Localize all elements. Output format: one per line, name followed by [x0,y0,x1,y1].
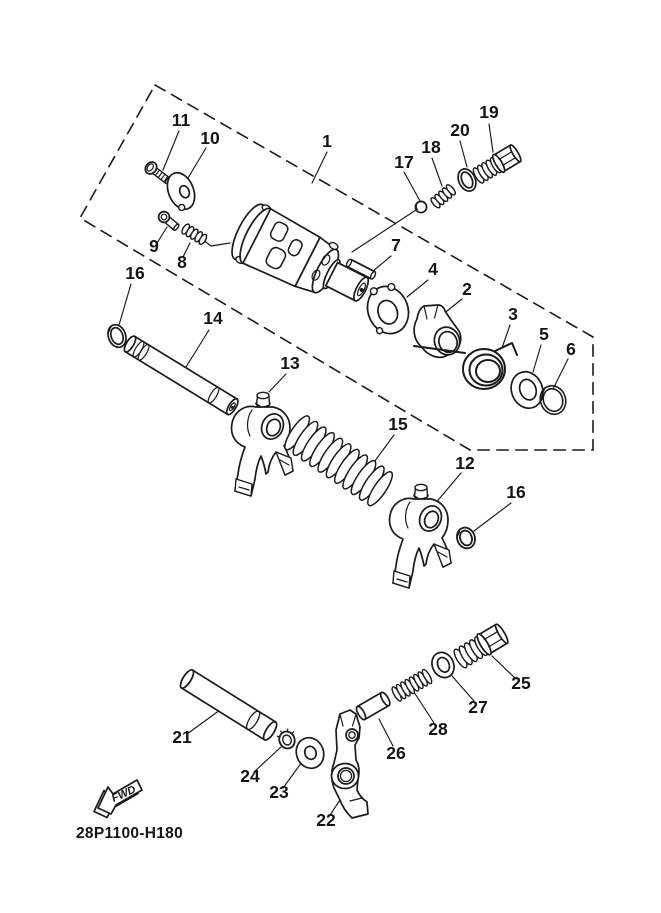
fwd-label: FWD [109,783,138,805]
callout-16-lower: 16 [506,482,526,502]
leader-16-lower [474,503,511,531]
callout-28: 28 [428,719,448,739]
shift-rod-21 [178,668,279,742]
shift-fork-13 [232,392,293,496]
leader-28 [412,689,434,723]
callout-26: 26 [386,743,406,763]
callout-24: 24 [240,766,260,786]
callout-13: 13 [280,353,300,373]
callout-25: 25 [511,673,531,693]
leader-5 [533,345,541,372]
callout-16-upper: 16 [125,263,145,283]
leader-17 [404,172,420,201]
leader-20 [460,141,467,167]
callout-7: 7 [391,235,401,255]
detent-axis-line [352,210,416,252]
callout-27: 27 [468,697,488,717]
callout-9: 9 [149,236,159,256]
plate-washer-10 [162,169,199,214]
shift-fork-12 [390,484,451,588]
callout-22: 22 [316,810,336,830]
leader-16-upper [119,284,131,325]
detent-ball-17 [415,201,426,212]
leader-21 [187,710,220,734]
circlip-16-lower [454,525,478,551]
spring-18 [429,183,456,209]
callout-4: 4 [428,259,438,279]
leader-4 [407,280,428,297]
callout-23: 23 [269,782,289,802]
callout-18: 18 [421,137,441,157]
callout-15: 15 [388,414,408,434]
leader-1 [312,152,327,183]
plug-bolt-25 [451,622,510,671]
leader-13 [269,374,286,392]
callout-3: 3 [508,304,518,324]
callout-11: 11 [171,110,191,130]
callout-19: 19 [479,102,499,122]
washer-23 [292,734,328,772]
fork-spring-15 [281,413,396,509]
fwd-arrow [94,780,142,818]
leader-26 [379,719,393,746]
shift-arm-22 [332,710,369,818]
leader-14 [186,330,209,367]
washer-27 [428,649,458,682]
callout-10: 10 [200,128,220,148]
leader-12 [434,473,461,505]
screw-9 [156,209,181,232]
callout-21: 21 [172,727,192,747]
spring-8 [181,223,209,246]
callout-12: 12 [455,453,475,473]
spring-28 [390,668,433,702]
callout-6: 6 [566,339,576,359]
fork-guide-bar-14 [122,334,240,416]
segment-plate-4 [360,279,415,340]
lock-nut-24 [276,727,299,751]
callout-20: 20 [450,120,470,140]
callout-17: 17 [394,152,414,172]
drawing-code: 28P1100-H180 [76,825,184,842]
pin-26 [355,691,392,721]
leader-19 [489,124,493,152]
callout-8: 8 [177,252,187,272]
leader-11 [163,131,179,170]
leader-10 [188,148,206,178]
plug-bolt-19 [471,143,523,186]
callout-14: 14 [203,308,223,328]
callout-1: 1 [322,131,332,151]
leader-18 [432,158,442,186]
leader-6 [553,359,568,389]
callout-2: 2 [462,279,472,299]
callout-5: 5 [539,324,549,344]
shift-cam-barrel [225,199,380,320]
